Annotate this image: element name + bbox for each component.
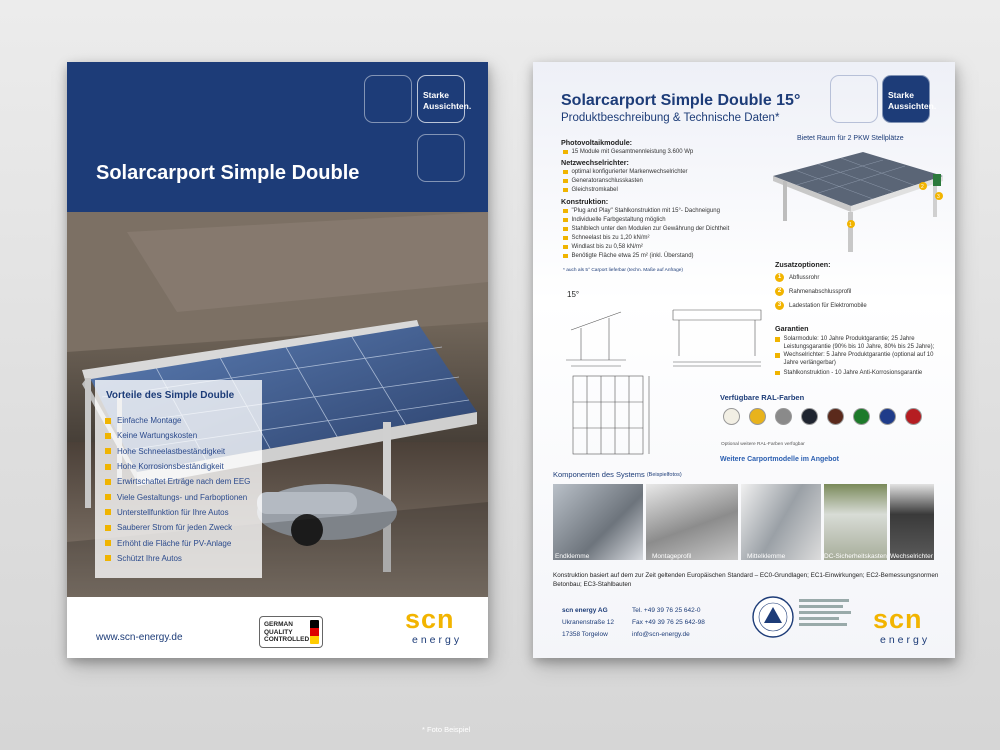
- spec-text: Schneelast bis zu 1,20 kN/m²: [571, 235, 650, 241]
- ral-color-swatch: [775, 408, 792, 425]
- bullet-icon: [775, 337, 780, 342]
- back-subtitle: Produktbeschreibung & Technische Daten*: [561, 112, 780, 124]
- quality-line-1: GERMAN: [264, 621, 293, 628]
- bullet-icon: [563, 227, 568, 232]
- component-label: Endklemme: [555, 553, 590, 560]
- inverter-title: Netzwechselrichter:: [561, 158, 629, 167]
- list-item: [563, 217, 666, 223]
- website-link[interactable]: www.scn-energy.de: [96, 632, 183, 643]
- pv-title: Photovoltaikmodule:: [561, 138, 633, 147]
- ral-color-swatch: [879, 408, 896, 425]
- tuev-seal-icon: [751, 595, 795, 639]
- option-text: Rahmenabschlussprofil: [789, 288, 852, 295]
- bullet-icon: [563, 209, 568, 214]
- construction-title: Konstruktion:: [561, 197, 609, 206]
- badge-line-2: Aussichten.: [888, 101, 937, 111]
- number-1-icon: 1: [775, 273, 784, 282]
- component-label: DC-Sicherheitskasten: [824, 553, 887, 560]
- list-item: [563, 244, 643, 250]
- badge-text: [423, 90, 471, 112]
- svg-text:1: 1: [849, 222, 852, 228]
- advantages-box: [95, 380, 262, 578]
- bullet-icon: [775, 371, 780, 376]
- bullet-icon: [563, 218, 568, 223]
- parking-capacity-note: Bietet Raum für 2 PKW Stellplätze: [797, 135, 904, 142]
- guarantee-item: [775, 336, 950, 351]
- spec-text: Benötigte Fläche etwa 25 m² (inkl. Überstand): [571, 253, 694, 259]
- footer-note: Konstruktion basiert auf dem zur Zeit geltenden Europäischen Standard – EC0-Grundlagen; EC1-Einwirkungen; EC2-Bemessungsnormen Betonbau; EC3-Stahlbauten: [553, 572, 939, 588]
- footnote-small: * auch als 5° Carport lieferbar (techn. Maße auf Anfrage): [563, 268, 684, 273]
- advantage-text: Keine Wartungskosten: [117, 431, 198, 441]
- front-title: Solarcarport Simple Double: [96, 162, 360, 184]
- bullet-icon: [563, 188, 568, 193]
- advantage-text: Schützt Ihre Autos: [117, 553, 182, 563]
- ral-color-swatch: [801, 408, 818, 425]
- components-heading: [553, 470, 682, 479]
- advantage-text: Viele Gestaltungs- und Farboptionen: [117, 492, 248, 502]
- scn-logo: scn: [405, 604, 455, 634]
- advantages-title: Vorteile des Simple Double: [106, 390, 235, 401]
- option-text: Abflussrohr: [789, 274, 820, 281]
- component-photo-mittelklemme: [741, 484, 821, 560]
- ral-note: Optional weitere RAL-Farben verfügbar: [721, 442, 805, 447]
- company-email[interactable]: info@scn-energy.de: [632, 631, 690, 638]
- spec-text: "Plug and Play" Stahlkonstruktion mit 15°- Dachneigung: [571, 208, 720, 214]
- guarantee-item: [775, 370, 922, 376]
- svg-text:3: 3: [937, 194, 940, 200]
- component-photo-endklemme: [553, 484, 643, 560]
- decor-square: [417, 134, 465, 182]
- list-item: [563, 169, 688, 175]
- guarantee-title: Garantien: [775, 324, 809, 333]
- quality-line-2: QUALITY: [264, 628, 293, 636]
- advantage-text: Hohe Korrosionsbeständigkeit: [117, 462, 224, 472]
- component-photo-dc-box: [824, 484, 887, 560]
- carport-render: [763, 144, 953, 254]
- bullet-icon: [105, 448, 111, 454]
- spec-text: Windlast bis zu 0,58 kN/m²: [571, 244, 643, 250]
- back-brochure-page: [533, 62, 955, 658]
- badge-line-2: Aussichten.: [423, 101, 472, 111]
- ral-color-swatch: [749, 408, 766, 425]
- guarantee-item: [775, 352, 950, 367]
- decor-square: [364, 75, 412, 123]
- list-item: [563, 235, 650, 241]
- list-item: [105, 520, 250, 535]
- options-title: Zusatzoptionen:: [775, 260, 831, 269]
- advantage-text: Hohe Schneelastbeständigkeit: [117, 446, 226, 456]
- scn-logo-sub: energy: [412, 634, 463, 646]
- scn-logo-sub: energy: [880, 634, 931, 646]
- spec-text: Generatoranschlusskasten: [571, 178, 643, 184]
- bullet-icon: [105, 555, 111, 561]
- list-item: [563, 253, 694, 259]
- component-label: Montageprofil: [652, 553, 692, 560]
- guarantee-text: Stahlkonstruktion - 10 Jahre Anti-Korrosionsgarantie: [783, 370, 923, 376]
- company-name: scn energy AG: [562, 607, 608, 614]
- list-item: [563, 149, 693, 155]
- component-photo-wechselrichter: [890, 484, 934, 560]
- list-item: [105, 551, 250, 566]
- bullet-icon: [563, 254, 568, 259]
- more-models-link[interactable]: Weitere Carportmodelle im Angebot: [720, 456, 840, 463]
- certification-seal-text: [799, 596, 855, 638]
- spec-text: Individuelle Farbgestaltung möglich: [571, 217, 666, 223]
- spec-text: 15 Module mit Gesamtnennleistung 3.600 Wp: [571, 149, 694, 155]
- component-label: Wechselrichter: [890, 553, 933, 560]
- advantage-text: Einfache Montage: [117, 416, 182, 426]
- bullet-icon: [105, 433, 111, 439]
- advantages-list: [105, 413, 250, 566]
- advantage-text: Sauberer Strom für jeden Zweck: [117, 523, 233, 533]
- number-2-icon: 2: [775, 287, 784, 296]
- guarantee-text: Solarmodule: 10 Jahre Produktgarantie; 25 Jahre Leistungsgarantie (90% bis 10 Jahre, 80% bis 25 Jahre);: [783, 336, 935, 350]
- list-item: [105, 428, 250, 443]
- front-header-band: [67, 62, 488, 212]
- ral-color-swatch: [905, 408, 922, 425]
- bullet-icon: [105, 509, 111, 515]
- list-item: [563, 178, 643, 184]
- spec-text: Stahlblech unter den Modulen zur Gewährung der Dichtheit: [571, 226, 730, 232]
- option-item: [775, 301, 867, 310]
- components-note: (Beispielfotos): [646, 471, 682, 478]
- photo-note: * Foto Beispiel: [422, 725, 471, 734]
- guarantee-text: Wechselrichter: 5 Jahre Produktgarantie (optional auf 10 Jahre verlängerbar): [783, 352, 934, 366]
- option-text: Ladestation für Elektromobile: [789, 302, 867, 309]
- bullet-icon: [105, 464, 111, 470]
- number-3-icon: 3: [775, 301, 784, 310]
- bullet-icon: [775, 353, 780, 358]
- list-item: [105, 535, 250, 550]
- bullet-icon: [105, 479, 111, 485]
- quality-line-3: CONTROLLED: [264, 636, 310, 643]
- badge-line-1: Starke: [888, 90, 914, 100]
- option-item: [775, 273, 819, 282]
- advantage-text: Erwirtschaftet Erträge nach dem EEG: [117, 477, 251, 487]
- bullet-icon: [563, 179, 568, 184]
- spec-text: optimal konfigurierter Markenwechselrichter: [571, 169, 688, 175]
- decor-square: [830, 75, 878, 123]
- svg-text:2: 2: [921, 184, 924, 190]
- ral-color-swatch: [827, 408, 844, 425]
- bullet-icon: [563, 170, 568, 175]
- component-photo-montageprofil: [646, 484, 738, 560]
- german-flag-icon: [310, 620, 319, 644]
- advantage-text: Unterstellfunktion für Ihre Autos: [117, 507, 229, 517]
- list-item: [105, 489, 250, 504]
- bullet-icon: [105, 525, 111, 531]
- components-title: Komponenten des Systems: [553, 470, 645, 479]
- bullet-icon: [563, 236, 568, 241]
- company-street: Ukranenstraße 12: [562, 619, 615, 626]
- ral-color-swatch: [853, 408, 870, 425]
- company-fax: Fax +49 39 76 25 642-98: [632, 619, 705, 626]
- bullet-icon: [563, 245, 568, 250]
- component-label: Mittelklemme: [747, 553, 786, 560]
- german-quality-badge: [259, 616, 323, 648]
- list-item: [563, 187, 618, 193]
- bullet-icon: [105, 494, 111, 500]
- back-title: Solarcarport Simple Double 15°: [561, 92, 801, 109]
- ral-title: Verfügbare RAL-Farben: [720, 393, 805, 402]
- list-item: [105, 459, 250, 474]
- list-item: [105, 444, 250, 459]
- scn-logo: scn: [873, 604, 923, 634]
- option-item: [775, 287, 851, 296]
- company-phone: Tel. +49 39 76 25 642-0: [632, 607, 701, 614]
- company-city: 17358 Torgelow: [562, 631, 608, 638]
- angle-label: 15°: [567, 290, 580, 299]
- bullet-icon: [563, 150, 568, 155]
- advantage-text: Erhöht die Fläche für PV-Anlage: [117, 538, 232, 548]
- badge-text: [888, 90, 936, 112]
- list-item: [563, 208, 720, 214]
- list-item: [563, 226, 729, 232]
- front-brochure-page: [67, 62, 488, 734]
- spec-text: Gleichstromkabel: [571, 187, 618, 193]
- technical-drawings: [561, 300, 771, 465]
- ral-color-swatch: [723, 408, 740, 425]
- badge-line-1: Starke: [423, 90, 449, 100]
- list-item: [105, 413, 250, 428]
- bullet-icon: [105, 418, 111, 424]
- list-item: [105, 474, 250, 489]
- bullet-icon: [105, 540, 111, 546]
- list-item: [105, 505, 250, 520]
